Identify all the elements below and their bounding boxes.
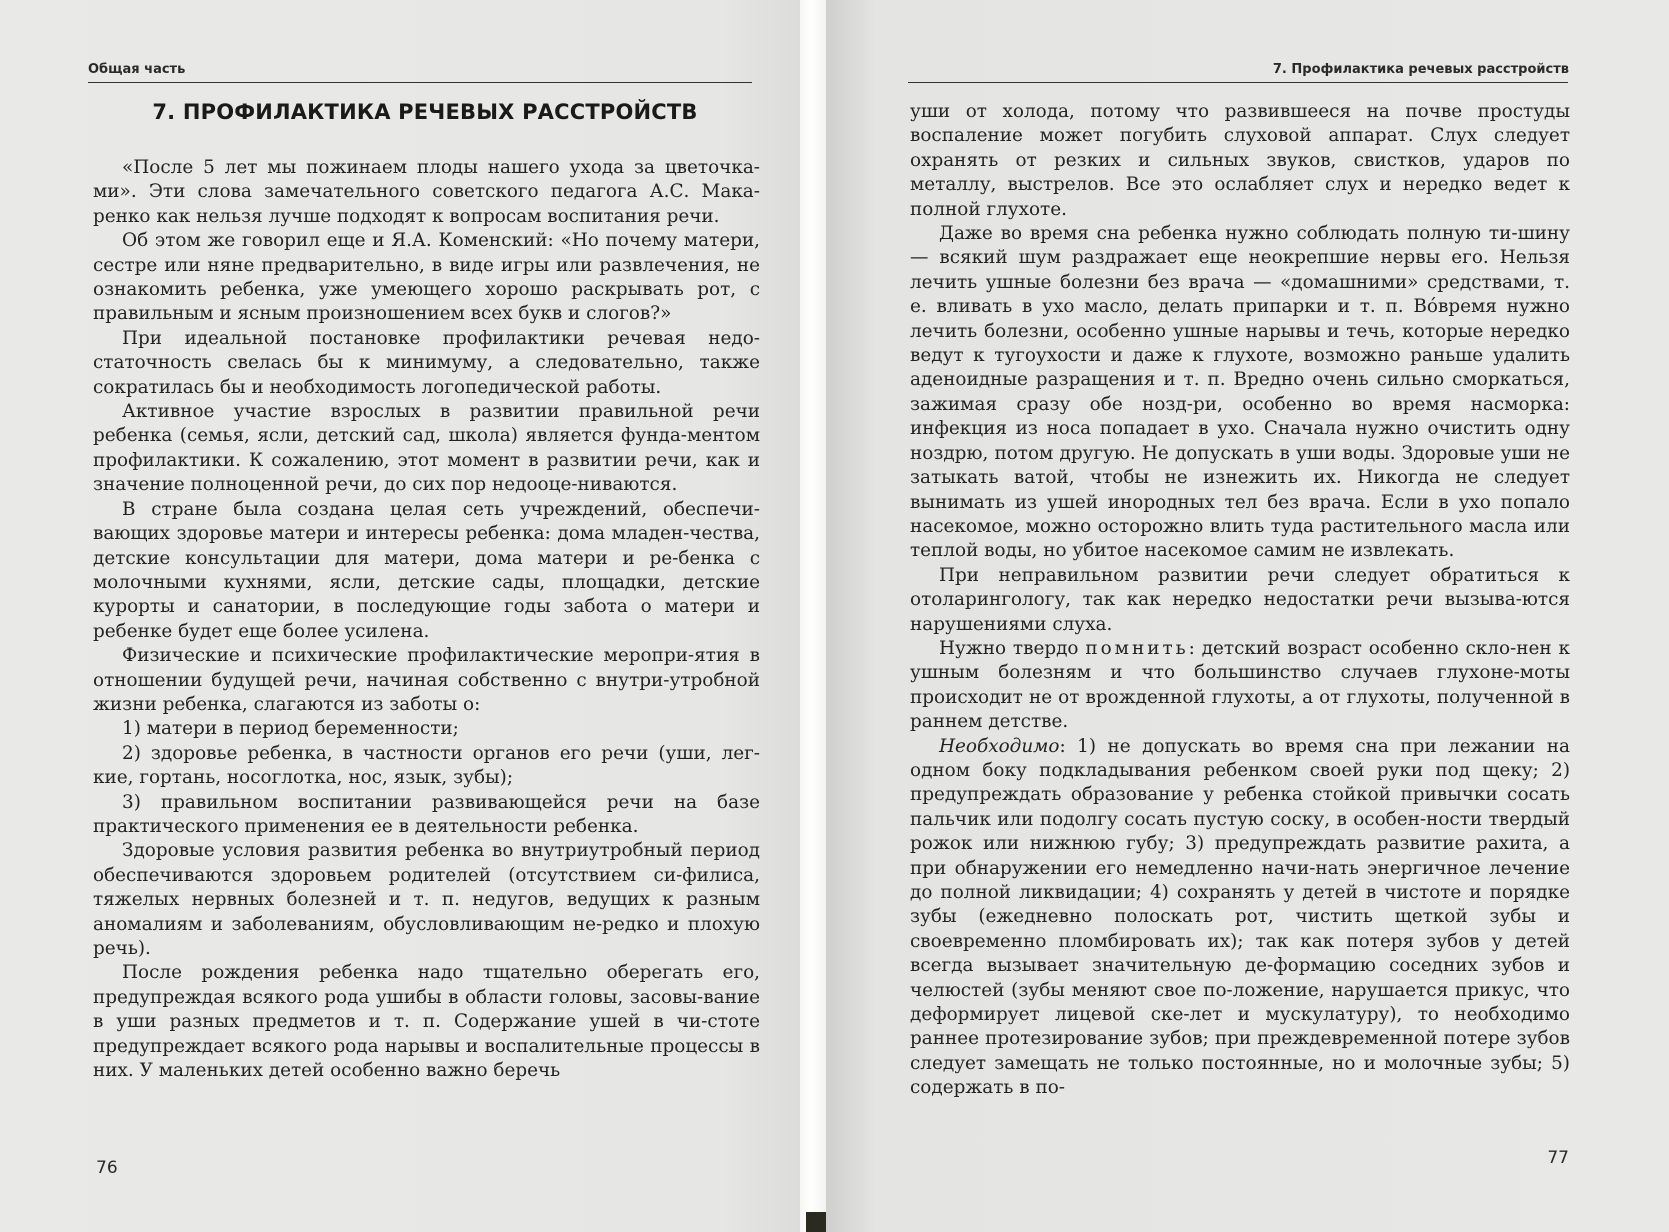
list-item: 2) здоровье ребенка, в частности органов его речи (уши, лег-кие, гортань, носоглотка, нос, язык, зубы); bbox=[93, 742, 760, 789]
header-rule-left bbox=[88, 82, 752, 83]
right-body-text bbox=[910, 100, 1570, 1101]
chapter-title: 7. ПРОФИЛАКТИКА РЕЧЕВЫХ РАССТРОЙСТВ bbox=[152, 100, 698, 124]
left-body-text bbox=[93, 156, 760, 1083]
list-item: 1) матери в период беременности; bbox=[122, 718, 459, 740]
spine-edge bbox=[806, 1212, 828, 1232]
paragraph: При неправильном развитии речи следует обратиться к отоларингологу, так как нередко недостатки речи вызыва-ются нарушениями слуха. bbox=[910, 564, 1570, 635]
paragraph: «После 5 лет мы пожинаем плоды нашего ухода за цветочка-ми». Эти слова замечательного советского педагога А.С. Мака-ренко как нельзя лучше подходят к вопросам воспитания речи. bbox=[93, 157, 760, 227]
page-number-left: 76 bbox=[96, 1158, 118, 1178]
italic-emphasis: Необходимо bbox=[939, 735, 1060, 757]
running-head-left: Общая часть bbox=[88, 62, 186, 77]
running-head-right: 7. Профилактика речевых расстройств bbox=[1272, 62, 1569, 77]
paragraph-rest: : детский возраст особенно скло-нен к ушным болезням и что большинство случаев глухоне-моты происходит не от врожденной глухоты, а от глухоты, полученной в раннем детстве. bbox=[910, 637, 1570, 733]
paragraph: Здоровые условия развития ребенка во внутриутробный период обеспечиваются здоровьем родителей (отсутствием си-филиса, тяжелых нервных болезней и т. п. недугов, ведущих к разным аномалиям и заболеваниям, обусловливающим не-редко и плохую речь). bbox=[93, 840, 760, 959]
paragraph-lead: Нужно твердо bbox=[939, 637, 1086, 659]
paragraph: уши от холода, потому что развившееся на почве простуды воспаление может погубить слуховой аппарат. Слух следует охранять от резких и сильных звуков, свистков, ударов по металлу, выстрелов. Все это ослабляет слух и нередко ведет к полной глухоте. bbox=[910, 101, 1570, 220]
list-item: 3) правильном воспитании развивающейся речи на базе практического применения ее в деятельности ребенка. bbox=[93, 791, 760, 837]
book-gutter bbox=[800, 0, 826, 1232]
right-page bbox=[826, 0, 1669, 1232]
paragraph: Об этом же говорил еще и Я.А. Коменский: «Но почему матери, сестре или няне предварительно, в виде игры или развлечения, не ознакомить ребенка, уже умеющего хорошо раскрывать рот, с правильным и ясным произношением всех букв и слогов?» bbox=[93, 230, 760, 325]
page-number-right: 77 bbox=[1547, 1148, 1569, 1168]
paragraph: Активное участие взрослых в развитии правильной речи ребенка (семья, ясли, детский сад, школа) является фунда-ментом профилактики. К сожалению, этот момент в развитии речи, как и значение полноценной речи, до сих пор недооце-ниваются. bbox=[93, 401, 760, 496]
paragraph-rest: : 1) не допускать во время сна при лежании на одном боку подкладывания ребенком своей руки под щеку; 2) предупреждать образование у ребенка стойкой привычки сосать пальчик или подолгу сосать пустую соску, в особен-ности твердый рожок или нижнюю губу; 3) предупреждать развитие рахита, а при обнаружении его немедленно начи-нать энергичное лечение до полной ликвидации; 4) сохранять у детей в чистоте и порядке зубы (ежедневно полоскать рот, чистить щеткой зубы и своевременно пломбировать их); так как потеря зубов у детей всегда вызывает значительную де-формацию соседних зубов и челюстей (зубы меняют свое по-ложение, нарушается прикус, что деформирует лицевой ске-лет и мускулатуру), то необходимо раннее протезирование зубов; при преждевременной потере зубов следует замещать не только постоянные, но и молочные зубы; 5) содержать в по- bbox=[910, 735, 1570, 1099]
spaced-emphasis: помнить bbox=[1085, 637, 1189, 659]
paragraph: После рождения ребенка надо тщательно оберегать его, предупреждая всякого рода ушибы в области головы, засовы-вание в уши разных предметов и т. п. Содержание ушей в чи-стоте предупреждает всякого рода нарывы и воспалительные процессы в них. У маленьких детей особенно важно беречь bbox=[93, 962, 760, 1082]
header-rule-right bbox=[908, 82, 1568, 83]
paragraph: Даже во время сна ребенка нужно соблюдать полную ти-шину — всякий шум раздражает еще неокрепшие нервы его. Нельзя лечить ушные болезни без врача — «домашними» средствами, т. е. вливать в ухо масло, делать припарки и т. п. Вóвремя нужно лечить болезни, особенно ушные нарывы и течь, которые нередко ведут к тугоухости и даже к глухоте, возможно раньше удалить аденоидные разращения и т. п. Вредно очень сильно сморкаться, зажимая сразу обе нозд-ри, особенно во время насморка: инфекция из носа попадает в ухо. Сначала нужно очистить одну ноздрю, потом другую. Не допускать в уши воды. Здоровые уши не затыкать ватой, чтобы не изнежить их. Никогда не следует вынимать из ушей инородных тел без врача. Если в ухо попало насекомое, можно осторожно влить туда растительного масла или теплой воды, но убитое насекомое самим не извлекать. bbox=[910, 223, 1570, 562]
paragraph: Физические и психические профилактические меропри-ятия в отношении будущей речи, начиная собственно с внутри-утробной жизни ребенка, слагаются из заботы о: bbox=[93, 645, 760, 715]
paragraph bbox=[910, 637, 1570, 735]
paragraph: При идеальной постановке профилактики речевая недо-статочность свелась бы к минимуму, а следовательно, также сократилась бы и необходимость логопедической работы. bbox=[93, 327, 760, 398]
paragraph: В стране была создана целая сеть учреждений, обеспечи-вающих здоровье матери и интересы ребенка: дома младен-чества, детские консультации для матери, дома матери и ре-бенка с молочными кухнями, ясли, детские сады, площадки, детские курорты и санатории, в последующие годы забота о матери и ребенке будет еще более усилена. bbox=[93, 498, 760, 642]
paragraph bbox=[910, 735, 1570, 1101]
left-page bbox=[0, 0, 800, 1232]
